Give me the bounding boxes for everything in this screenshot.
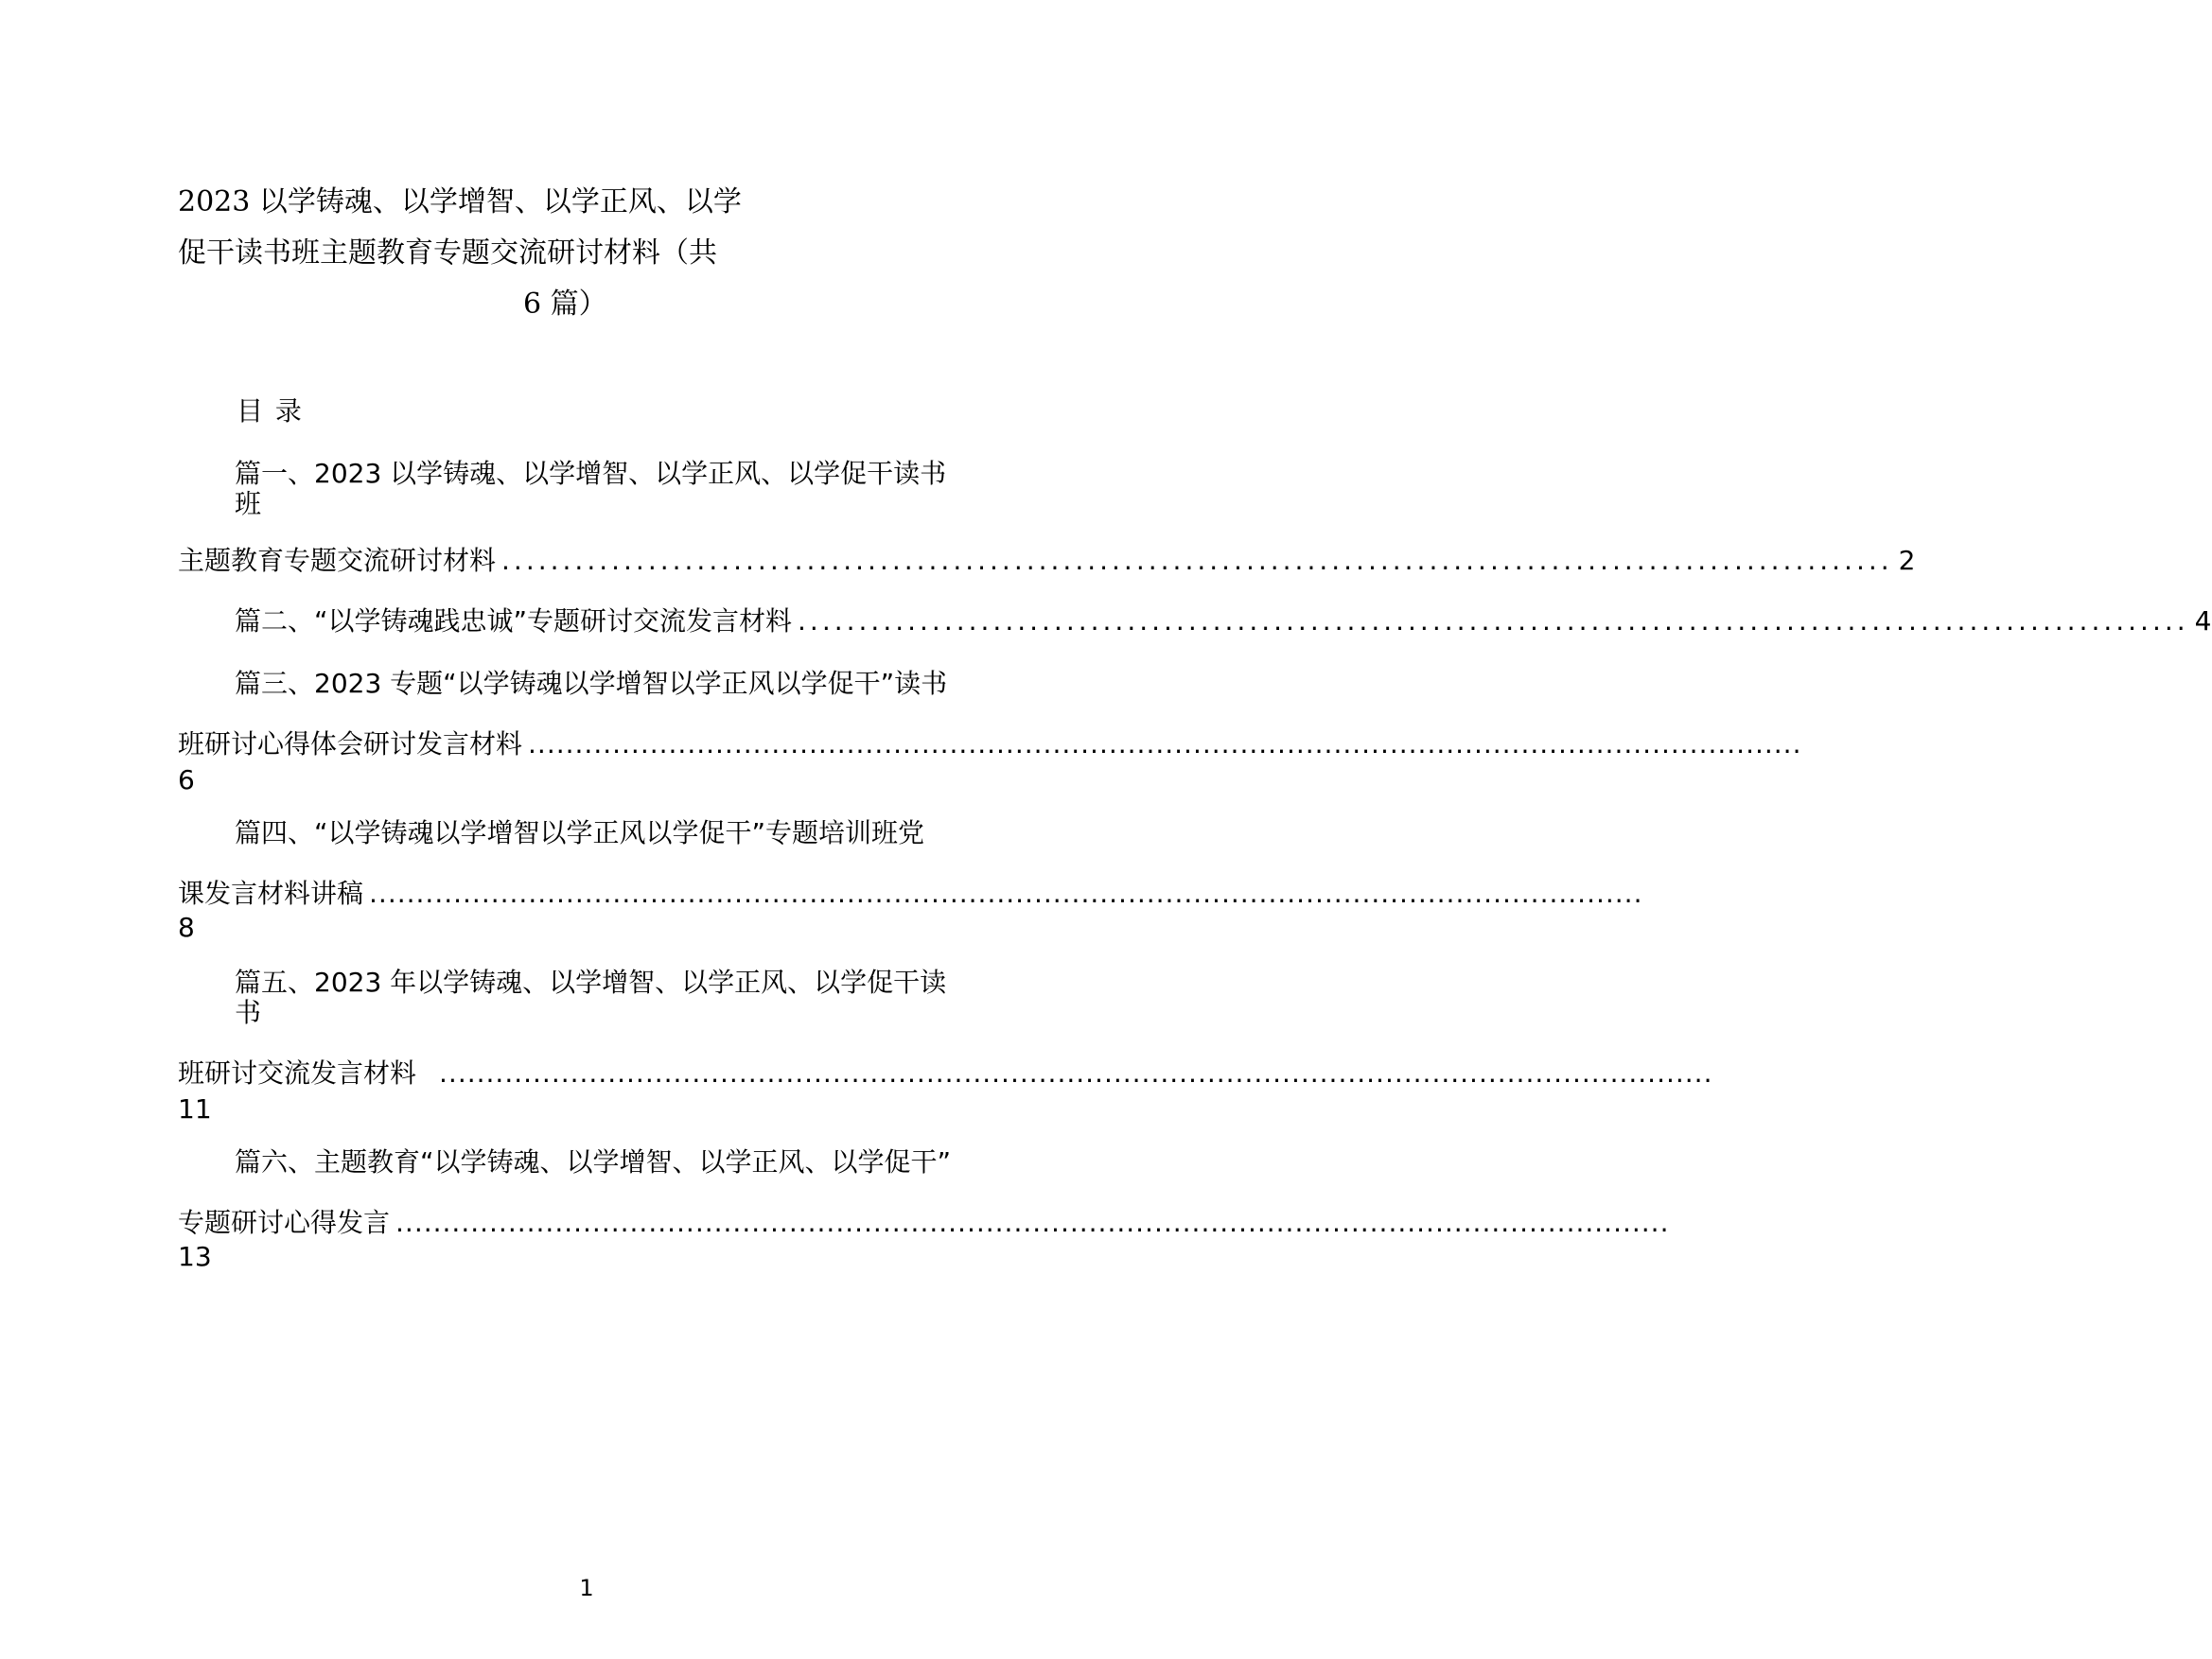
toc-entry-5-page[interactable]: 11 [178, 1093, 212, 1125]
toc-entry-3-line-1[interactable]: 篇三、2023 专题“以学铸魂以学增智以学正风以学促干”读书 [235, 668, 948, 699]
toc-entry-4-row[interactable] [178, 878, 1643, 910]
toc-entry-6-row[interactable] [178, 1207, 1670, 1239]
toc-leader-dots: ........................................................................................................................................ [369, 878, 1643, 909]
toc-entry-6-line-1[interactable]: 篇六、主题教育“以学铸魂、以学增智、以学正风、以学促干” [235, 1146, 952, 1178]
toc-leader-dots: .................................................................................................................. [798, 605, 2189, 637]
toc-leader-dots: ........................................................................................................................................ [528, 728, 1802, 760]
toc-entry-2-row[interactable] [235, 605, 2212, 637]
toc-entry-6-line-2: 专题研讨心得发言 [178, 1207, 391, 1238]
toc-entry-1-line-2: 主题教育专题交流研讨材料 [178, 545, 497, 576]
toc-heading: 目 录 [237, 395, 304, 427]
toc-entry-3-line-2: 班研讨心得体会研讨发言材料 [178, 728, 523, 760]
toc-entry-6-page[interactable]: 13 [178, 1241, 212, 1272]
toc-leader-dots: ........................................................................................................................................ [439, 1057, 1713, 1089]
toc-entry-1-page: 2 [1898, 545, 1916, 576]
toc-entry-3-row[interactable] [178, 728, 1802, 760]
toc-entry-1-line-1[interactable]: 篇一、2023 以学铸魂、以学增智、以学正风、以学促干读书 [235, 458, 947, 489]
title-line-2: 促干读书班主题教育专题交流研讨材料（共 [178, 236, 717, 270]
title-line-3: 6 篇） [523, 288, 607, 321]
page-number: 1 [579, 1575, 594, 1601]
toc-entry-1-row[interactable] [178, 545, 1916, 577]
toc-entry-5-line-1[interactable]: 篇五、2023 年以学铸魂、以学增智、以学正风、以学促干读 [235, 967, 947, 998]
title-line-1: 2023 以学铸魂、以学增智、以学正风、以学 [178, 185, 742, 218]
toc-leader-dots: .................................................................................................................. [501, 545, 1893, 576]
toc-leader-dots: ........................................................................................................................................ [395, 1207, 1670, 1238]
toc-entry-2-line-1: 篇二、“以学铸魂践忠诚”专题研讨交流发言材料 [235, 605, 793, 637]
toc-entry-4-line-1[interactable]: 篇四、“以学铸魂以学增智以学正风以学促干”专题培训班党 [235, 817, 925, 848]
toc-entry-3-page[interactable]: 6 [178, 764, 195, 795]
toc-entry-5-row[interactable] [178, 1057, 1713, 1090]
toc-entry-1-wrap[interactable]: 班 [235, 488, 262, 519]
toc-entry-5-line-2: 班研讨交流发言材料 [178, 1057, 417, 1089]
toc-entry-4-line-2: 课发言材料讲稿 [178, 878, 364, 909]
toc-entry-4-page[interactable]: 8 [178, 912, 195, 943]
toc-entry-5-wrap[interactable]: 书 [235, 997, 262, 1028]
toc-entry-2-page: 4 [2194, 605, 2212, 637]
